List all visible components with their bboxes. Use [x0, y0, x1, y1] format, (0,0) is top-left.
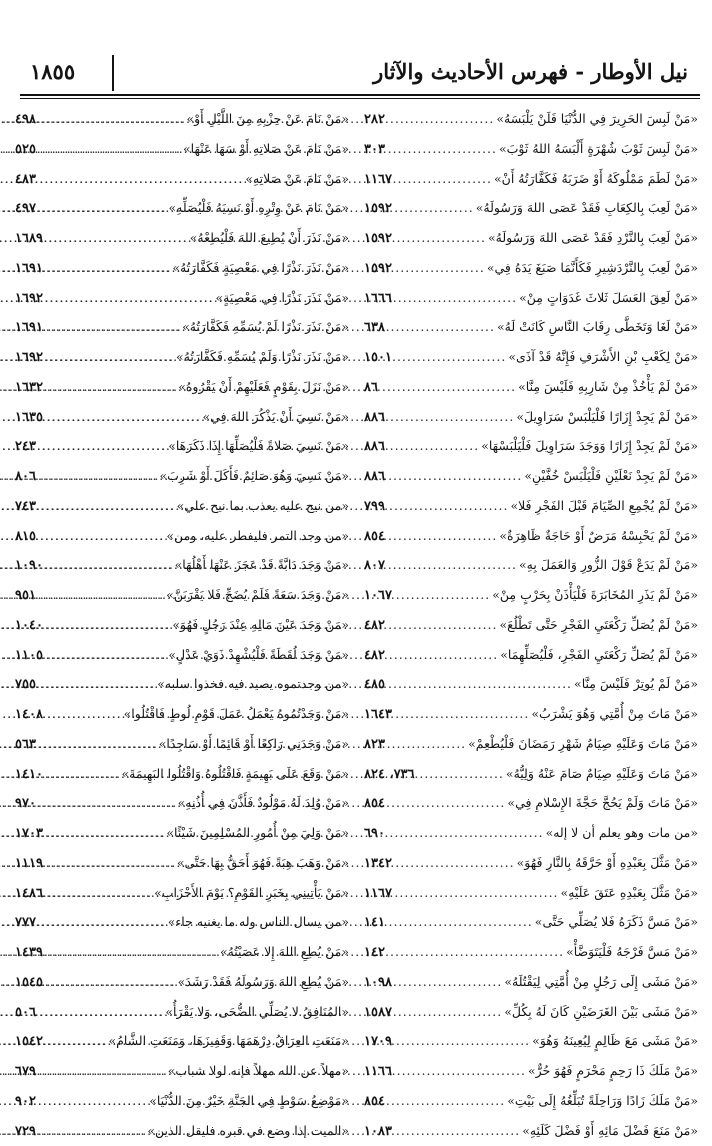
hadith-incipit: «مَنْ لَمْ يَحْبِسْهُ مَرَضٌ أَوْ حَاجَةٌ ظَاهِرَةٌ»: [499, 521, 698, 551]
dot-leader: [38, 193, 167, 223]
hadith-incipit: «مَنْ نَامَ عَنْ صَلاتِهِ»: [245, 164, 349, 194]
page-reference: ١٤٣٩: [15, 938, 43, 968]
page-reference: ١٤٢: [364, 938, 385, 968]
page-reference: ٤٨٢: [364, 611, 385, 641]
index-entry: [364, 729, 698, 759]
page-reference: ١٧٠٩: [364, 1027, 392, 1057]
index-entry: [364, 1056, 698, 1086]
dot-leader: [38, 431, 166, 461]
page-reference: ٣٠٣: [364, 135, 385, 165]
hadith-incipit: «مَنْ وُلِدَ لَهُ مَوْلُودٌ فَأَذَّنَ فِي أُذُنِهِ»: [178, 788, 349, 818]
index-entry: [364, 1116, 698, 1146]
dot-leader: [38, 669, 155, 699]
page-reference: ١٠٤٠: [15, 611, 43, 641]
hadith-incipit: «مَنْ لَمْ يَجِدْ نَعْلَيْنِ فَلْيَلْبَسْ خُفَّيْنِ»: [524, 461, 698, 491]
running-title: نيل الأوطار - فهرس الأحاديث والآثار: [373, 59, 688, 84]
dot-leader: [38, 997, 163, 1027]
hadith-incipit: «مَنْ لَعِبَ بِالنَّرْدِ فَقَدْ عَصَى اللهَ وَرَسُولَهُ»: [488, 223, 698, 253]
page-reference: ١٤٠٨: [15, 700, 43, 730]
page-reference: ١١١٩: [15, 849, 43, 879]
dot-leader: [394, 223, 486, 253]
hadith-incipit: «مَنْ يَأْتِينِي بِخَبَرِ القَوْمِ؟ يَوْمَ الأَحْزَابِ»: [154, 878, 349, 908]
index-entry: [15, 461, 349, 491]
hadith-incipit: «من يسال الناس وله ما يغنيه جاء»: [168, 907, 349, 937]
page-reference: ٢٤٣: [15, 432, 36, 462]
page-reference: ٩٧٠: [15, 789, 36, 819]
hadith-incipit: «مَنْ مَاتَ وَعَلَيْهِ صِيَامٌ صَامَ عَنْهُ وَلِيُّهُ»: [506, 759, 698, 789]
page-reference: ٥٢٥: [15, 135, 36, 165]
page-reference: ٨٦: [364, 373, 378, 403]
index-entry: [364, 164, 698, 194]
page-reference: ١٣٤٢: [364, 849, 392, 879]
index-entry: [364, 550, 698, 580]
page-reference: ١٥٩٢: [364, 194, 392, 224]
hadith-incipit: «مَنْ لَعِبَ بِالكِعَابِ فَقَدْ عَصَى اللهَ وَرَسُولَهُ»: [476, 193, 698, 223]
dot-leader: [45, 759, 120, 789]
dot-leader: [387, 729, 466, 759]
dot-leader: [394, 193, 474, 223]
hadith-incipit: «من مات وهو يعلم أن لا إله»: [546, 818, 698, 848]
hadith-incipit: «مَنْ وَلِيَ مِنْ أُمُورِ المُسْلِمِينَ شَيْئًا»: [166, 818, 349, 848]
page-reference: ١٦٣٥: [15, 403, 43, 433]
index-entry: [364, 283, 698, 313]
page-reference: ١٦٦٦: [364, 284, 392, 314]
index-entry: [364, 967, 698, 997]
hadith-incipit: «مَنْ نَذَرَ نَذْرًا فِي مَعْصِيَةٍ»: [216, 283, 349, 313]
page-reference: ٥٦٣: [15, 730, 36, 760]
dot-leader: [394, 997, 502, 1027]
index-entry: [15, 253, 349, 283]
dot-leader: [38, 134, 181, 164]
dot-leader: [45, 610, 170, 640]
dot-leader: [394, 164, 492, 194]
hadith-incipit: «من وجدتموه يصيد فيه فخذوا سلبه»: [157, 669, 349, 699]
hadith-incipit: «مَنْ وَجَدَ عَيْنَ مَالِهِ عِنْدَ رَجُلٍ فَهُوَ»: [172, 610, 349, 640]
hadith-incipit: «الميت إذا وضع في قبره فليقل الذين»: [147, 1116, 349, 1146]
page-reference: ١٠٦٧: [364, 581, 392, 611]
index-entry: [15, 907, 349, 937]
hadith-incipit: «مَنْ لَمْ يُوتِرْ فَلَيْسَ مِنَّا»: [574, 669, 698, 699]
page-reference: ٧٢٩: [15, 1117, 36, 1146]
hadith-incipit: «المُنَافِقُ لا يُصَلِّي الضُّحَى، وَلا يَقْرَأُ»: [165, 997, 349, 1027]
dot-leader: [387, 907, 533, 937]
index-entry: [15, 818, 349, 848]
dot-leader: [38, 729, 157, 759]
page-reference: ١١٦٧: [364, 165, 392, 195]
hadith-incipit: «مَنْ مَثَّلَ بِعَبْدِهِ عَتَقَ عَلَيْهِ»: [561, 878, 698, 908]
hadith-incipit: «مَنْ لَمْ يَدَعْ قَوْلَ الزُّورِ وَالعَمَلَ بِهِ»: [519, 550, 698, 580]
index-entry: [15, 312, 349, 342]
dot-leader: [394, 1056, 526, 1086]
hadith-incipit: «مَنْ نَامَ عَنْ وِتْرِهِ أَوْ نَسِيَهُ فَلْيُصَلِّهِ»: [169, 193, 350, 223]
hadith-incipit: «مَنْ مَشَى مَعَ ظَالِمٍ لِيُعِينَهُ وَهُوَ»: [532, 1026, 698, 1056]
hadith-incipit: «مَنْ لَمْ يَأْخُذْ مِنْ شَارِبِهِ فَلَيْسَ مِنَّا»: [518, 372, 698, 402]
index-entry: [15, 283, 349, 313]
dot-leader: [45, 848, 175, 878]
dot-leader: [387, 312, 495, 342]
hadith-incipit: «مَنْ مَسَّ فَرْجَهُ فَلْيَتَوَضَّأْ»: [566, 937, 698, 967]
page-reference: ١٤٨٦: [15, 879, 43, 909]
hadith-incipit: «مَنْ وَجَدَ سَعَةً فَلَمْ يُضَحِّ فَلا يَقْرَبَنَّ»: [166, 580, 349, 610]
dot-leader: [38, 491, 175, 521]
page-reference: ٨٥٤: [364, 1087, 385, 1117]
dot-leader: [38, 164, 243, 194]
page-reference: ٦٣٨: [364, 313, 385, 343]
hadith-incipit: «مَنْ وَقَعَ عَلَى بَهِيمَةٍ فَاقْتُلُوهُ وَاقْتُلُوا البَهِيمَةَ»: [122, 759, 349, 789]
index-entry: [364, 640, 698, 670]
dot-leader: [38, 788, 176, 818]
page-reference: ٨١٥: [15, 522, 36, 552]
dot-leader: [387, 937, 564, 967]
hadith-incipit: «مَنْ لَغَا وَتَخَطَّى رِقَابَ النَّاسِ كَانَتْ لَهُ»: [497, 312, 698, 342]
index-entry: [364, 104, 698, 134]
page-reference: ٩٥١: [15, 581, 36, 611]
page-reference: ١٥٠١: [364, 343, 392, 373]
index-entry: [364, 937, 698, 967]
page-reference: ٨٠٦: [15, 462, 36, 492]
dot-leader: [45, 253, 170, 283]
dot-leader: [394, 253, 485, 283]
dot-leader: [38, 1086, 147, 1116]
page-header: [20, 51, 700, 95]
index-entry: [15, 937, 349, 967]
dot-leader: [387, 610, 498, 640]
page-reference: ٨٢٣: [364, 730, 385, 760]
page-reference: ١٠٨٣: [364, 1117, 392, 1146]
dot-leader: [387, 640, 498, 670]
hadith-incipit: «من وجد التمر فليفطر عليه، ومن»: [166, 521, 349, 551]
index-entry: [15, 669, 349, 699]
hadith-incipit: «مَنْ مَسَّ ذَكَرَهُ فَلا يُصَلِّي حَتَّى»: [535, 907, 698, 937]
index-entry: [364, 788, 698, 818]
index-entry: [15, 640, 349, 670]
dot-leader: [394, 878, 559, 908]
index-entry: [364, 134, 698, 164]
dot-leader: [45, 699, 122, 729]
hadith-incipit: «مَنْ نَذَرَ نَذْرًا وَلَمْ يُسَمِّهِ فَكَفَّارَتُهُ»: [176, 342, 349, 372]
index-entry: [15, 164, 349, 194]
index-entry: [15, 1026, 349, 1056]
page-reference: ٤٨٢: [364, 641, 385, 671]
page-reference: ٦٧٩: [15, 1057, 36, 1087]
page-reference: ٧٤٣: [15, 492, 36, 522]
page-reference: ٤٨٣: [15, 165, 36, 195]
hadith-incipit: «مَنْ نَسِيَ أَنْ يَذْكُرَ اللهَ فِي»: [203, 402, 349, 432]
page-reference: ٨٨٦: [364, 403, 385, 433]
index-entry: [364, 997, 698, 1027]
hadith-incipit: «مَنْ نَذَرَ نَذْرًا فِي مَعْصِيَةٍ فَكَفَّارَتُهُ»: [172, 253, 349, 283]
index-entry: [15, 550, 349, 580]
hadith-incipit: «مَنْ نَسِيَ صَلاةً فَلْيُصَلِّهَا إِذَا ذَكَرَهَا»: [168, 431, 349, 461]
hadith-incipit: «مَنْ نَذَرَ أَنْ يُطِيعَ اللهَ فَلْيُطِعْهُ»: [190, 223, 349, 253]
page-reference: ٤٨٥: [364, 670, 385, 700]
index-entry: [364, 818, 698, 848]
page-reference: ١٤١٠: [15, 760, 43, 790]
hadith-incipit: «مَنْ مَلَكَ زَادًا وَرَاحِلَةً تُبَلِّغُهُ إِلَى بَيْتِ»: [507, 1086, 698, 1116]
dot-leader: [45, 283, 214, 313]
index-entry: [364, 699, 698, 729]
page-number: ١٨٥٥: [30, 59, 75, 84]
dot-leader: [45, 1026, 107, 1056]
hadith-incipit: «مَنْ وَجَدْتُمُوهُ يَعْمَلُ عَمَلَ قَوْمِ لُوطٍ فَاقْتُلُوا»: [124, 699, 349, 729]
page-reference: ١٥٨٧: [364, 998, 392, 1028]
index-entry: [15, 1056, 349, 1086]
index-entry: [15, 134, 349, 164]
index-entry: [364, 461, 698, 491]
hadith-incipit: «مَنْ مَاتَ وَعَلَيْهِ صِيَامُ شَهْرِ رَمَضَانَ فَلْيُطْعِمْ»: [468, 729, 698, 759]
hadith-incipit: «مَنْ مَاتَ مِنْ أُمَّتِي وَهُوَ يَشْرَبُ»: [531, 699, 698, 729]
page-reference: ٧٧٧: [15, 908, 36, 938]
index-entry: [364, 907, 698, 937]
page-reference: ٢٨٢: [364, 105, 385, 135]
page-reference: ٨٨٦: [364, 462, 385, 492]
page-reference: ١٦٩١: [15, 313, 43, 343]
index-entry: [364, 312, 698, 342]
hadith-incipit: «مَنْ يُطِعِ اللهَ وَرَسُولَهُ فَقَدْ رَشَدَ»: [178, 967, 349, 997]
hadith-incipit: «مَنْ مَثَّلَ بِعَبْدِهِ أَوْ حَرَّقَهُ بِالنَّارِ فَهُوَ»: [517, 848, 698, 878]
dot-leader: [387, 521, 497, 551]
dot-leader: [387, 669, 572, 699]
page-reference: ١٦٩٢: [15, 284, 43, 314]
dot-leader: [45, 342, 174, 372]
dot-leader: [38, 580, 164, 610]
index-entry: [364, 669, 698, 699]
hadith-incipit: «مَنْ نَزَلَ بِقَوْمٍ فَعَلَيْهِمْ أَنْ يَقْرُوهُ»: [178, 372, 349, 402]
page-reference: ١٠٩٨: [364, 968, 392, 998]
hadith-incipit: «مَنْ نَامَ عَنْ صَلاتِهِ أَوْ سَهَا عَنْهَا»: [183, 134, 349, 164]
dot-leader: [38, 1056, 166, 1086]
page-reference: ١٧٠٣: [15, 819, 43, 849]
dot-leader: [417, 759, 504, 789]
hadith-incipit: «مَنْ مَلَكَ ذَا رَحِمٍ مَحْرَمٍ فَهُوَ حُرٌّ»: [528, 1056, 698, 1086]
header-rule-thick: [20, 94, 700, 96]
dot-leader: [387, 104, 494, 134]
hadith-incipit: «مَنْ لَمْ يُصَلِّ رَكْعَتَيِ الفَجْرِ، فَلْيُصَلِّهِمَا»: [500, 640, 698, 670]
page-reference: ٥٠٦: [15, 998, 36, 1028]
dot-leader: [394, 967, 502, 997]
page-reference: ٧٣٦، ٨٢٤: [364, 760, 415, 790]
hadith-incipit: «مَنْ مَنَعَ فَضْلَ مَائِهِ أَوْ فَضْلَ كَلَئِهِ»: [522, 1116, 698, 1146]
page-reference: ١٤١: [364, 908, 385, 938]
page-reference: ١٦٤٣: [364, 700, 392, 730]
index-entry: [15, 372, 349, 402]
index-entry: [364, 878, 698, 908]
dot-leader: [38, 461, 157, 491]
index-entry: [364, 342, 698, 372]
dot-leader: [38, 104, 185, 134]
hadith-incipit: «مَنْ وَهَبَ هِبَةً فَهُوَ أَحَقُّ بِهَا حَتَّى»: [177, 848, 349, 878]
index-column-left: [15, 104, 349, 1145]
page-reference: ١٥٤٢: [15, 1027, 43, 1057]
dot-leader: [45, 550, 173, 580]
dot-leader: [45, 878, 152, 908]
page-reference: ١٠٩٠: [15, 551, 43, 581]
index-entry: [364, 491, 698, 521]
index-entry: [15, 1086, 349, 1116]
index-entry: [15, 967, 349, 997]
page-reference: ٧٥٥: [15, 670, 36, 700]
page-reference: ٨٨٦: [364, 432, 385, 462]
dot-leader: [387, 461, 522, 491]
index-entry: [15, 193, 349, 223]
index-entry: [15, 759, 349, 789]
dot-leader: [387, 788, 505, 818]
hadith-incipit: «مَنْ لَمْ يَجِدْ إِزَارًا فَلْيَلْبَسْ سَرَاوِيلَ»: [516, 402, 698, 432]
dot-leader: [394, 848, 515, 878]
index-entry: [364, 848, 698, 878]
dot-leader: [45, 937, 218, 967]
dot-leader: [45, 967, 176, 997]
dot-leader: [45, 818, 164, 848]
hadith-incipit: «مَنْ لَعِبَ بِالنَّرْدَشِيرِ فَكَأَنَّمَا صَبَغَ يَدَهُ فِي»: [487, 253, 698, 283]
hadith-incipit: «من نيح عليه يعذب بما نيح علي»: [177, 491, 349, 521]
hadith-incipit: «مَنْ نَسِيَ وَهُوَ صَائِمٌ فَأَكَلَ أَوْ شَرِبَ»: [159, 461, 349, 491]
page-reference: ١١٦٦: [364, 1057, 392, 1087]
header-rule-thin: [20, 98, 700, 99]
dot-leader: [380, 372, 516, 402]
dot-leader: [387, 431, 479, 461]
index-entry: [15, 580, 349, 610]
index-entry: [15, 342, 349, 372]
hadith-incipit: «مَنْ لَمْ يُصَلِّ رَكْعَتَيِ الفَجْرِ حَتَّى تَطْلُعَ»: [500, 610, 698, 640]
dot-leader: [38, 521, 164, 551]
index-entry: [15, 729, 349, 759]
page-reference: ٨٥٤: [364, 522, 385, 552]
index-entry: [15, 431, 349, 461]
index-entry: [364, 402, 698, 432]
dot-leader: [387, 134, 497, 164]
index-entry: [364, 610, 698, 640]
page-reference: ٩٠٢: [15, 1087, 36, 1117]
index-entry: [15, 104, 349, 134]
hadith-incipit: «مَنْ مَاتَ وَلَمْ يَحُجَّ حَجَّةَ الإِسْلامِ فِي»: [507, 788, 698, 818]
index-entry: [15, 402, 349, 432]
index-entry: [364, 372, 698, 402]
hadith-incipit: «مَنْ نَذَرَ نَذْرًا لَمْ يُسَمِّهِ فَكَفَّارَتُهُ»: [182, 312, 349, 342]
index-entry: [15, 223, 349, 253]
page-reference: ١٦٨٩: [15, 224, 43, 254]
page-reference: ٤٩٨: [15, 105, 36, 135]
page-reference: ٧٩٩: [364, 492, 385, 522]
header-divider: [112, 55, 114, 91]
dot-leader: [45, 640, 166, 670]
index-entry: [15, 491, 349, 521]
hadith-incipit: «مهلاً عن الله مهلاً فإنه لولا شباب»: [168, 1056, 349, 1086]
dot-leader: [387, 402, 514, 432]
hadith-incipit: «مَنْ مَشَى إِلَى رَجُلٍ مِنْ أُمَّتِي لِيَقْتُلَهُ»: [504, 967, 698, 997]
dot-leader: [387, 550, 517, 580]
hadith-incipit: «مَنَعَتِ العِرَاقُ دِرْهَمَهَا وَقَفِيزَهَا، وَمَنَعَتِ الشَّامُ»: [108, 1026, 349, 1056]
dot-leader: [38, 907, 166, 937]
hadith-incipit: «مَنْ وَجَدَ لُقَطَةً فَلْيُشْهِدْ ذَوَيْ عَدْلٍ»: [168, 640, 349, 670]
index-entry: [15, 610, 349, 640]
dot-leader: [45, 312, 180, 342]
page-reference: ٨٥٤: [364, 789, 385, 819]
index-entry: [364, 253, 698, 283]
index-entry: [15, 1116, 349, 1146]
index-column-right: [364, 104, 698, 1145]
index-entry: [364, 431, 698, 461]
index-entry: [364, 1026, 698, 1056]
page-reference: ١٦٩٢: [15, 343, 43, 373]
index-entry: [15, 997, 349, 1027]
dot-leader: [394, 1116, 520, 1146]
hadith-incipit: «مَنْ لَمْ يَجِدْ إِزَارًا وَوَجَدَ سَرَاوِيلَ فَلْيَلْبَسْهَا»: [481, 431, 698, 461]
page-reference: ١٥٩٢: [364, 254, 392, 284]
hadith-incipit: «مَنْ نَامَ عَنْ حِزْبِهِ مِنَ اللَّيْلِ أَوْ»: [186, 104, 349, 134]
hadith-incipit: «مَنْ لَمْ يُجْمِعِ الصِّيَامَ قَبْلَ الفَجْرِ فَلا»: [510, 491, 698, 521]
page-reference: ١٥٤٥: [15, 968, 43, 998]
index-entry: [364, 1086, 698, 1116]
dot-leader: [45, 402, 201, 432]
hadith-incipit: «مَنْ مَشَى بَيْنَ الغَرَضَيْنِ كَانَ لَهُ بِكُلِّ»: [504, 997, 698, 1027]
index-entry: [15, 878, 349, 908]
dot-leader: [45, 372, 176, 402]
index-entry: [15, 788, 349, 818]
page-reference: ١٦٩١: [15, 254, 43, 284]
page-reference: ٨٠٧: [364, 551, 385, 581]
dot-leader: [394, 283, 517, 313]
hadith-incipit: «مَنْ لَمْ يَذَرِ المُخَابَرَةَ فَلْيَأْذَنْ بِحَرْبٍ مِنْ»: [492, 580, 698, 610]
index-entry: [15, 848, 349, 878]
dot-leader: [38, 1116, 145, 1146]
page-reference: ١١٠٥: [15, 641, 43, 671]
dot-leader: [394, 1026, 530, 1056]
page-reference: ١١٦٧: [364, 879, 392, 909]
dot-leader: [394, 699, 529, 729]
hadith-incipit: «مَنْ وَجَدَ دَابَّةً قَدْ عَجَزَ عَنْهَا أَهْلُهَا»: [175, 550, 349, 580]
dot-leader: [387, 491, 508, 521]
page-reference: ٤٩٧: [15, 194, 36, 224]
index-entry: [364, 759, 698, 789]
dot-leader: [387, 818, 544, 848]
index-entry: [364, 521, 698, 551]
dot-leader: [394, 342, 506, 372]
hadith-incipit: «مَوْضِعُ سَوْطٍ فِي الجَنَّةِ خَيْرٌ مِنَ الدُّنْيَا»: [149, 1086, 349, 1116]
hadith-incipit: «مَنْ وَجَدَنِي رَاكِعًا أَوْ قَائِمًا أَوْ سَاجِدًا»: [159, 729, 349, 759]
page-reference: ١٦٣٢: [15, 373, 43, 403]
index-entry: [15, 521, 349, 551]
index-entry: [15, 699, 349, 729]
index-entry: [364, 193, 698, 223]
dot-leader: [45, 223, 188, 253]
dot-leader: [387, 1086, 505, 1116]
page-reference: ٦٩٠: [364, 819, 385, 849]
hadith-incipit: «مَنْ لَعِقَ العَسَلَ ثَلاثَ غَدَوَاتٍ مِنْ»: [519, 283, 698, 313]
hadith-incipit: «مَنْ لَطَمَ مَمْلُوكَهُ أَوْ ضَرَبَهُ فَكَفَّارَتُهُ أَنْ»: [494, 164, 698, 194]
dot-leader: [394, 580, 490, 610]
index-entry: [364, 580, 698, 610]
hadith-incipit: «مَنْ لِكَعْبِ بْنِ الأَشْرَفِ فَإِنَّهُ قَدْ آذَى»: [508, 342, 698, 372]
index-entry: [364, 223, 698, 253]
hadith-incipit: «مَنْ يُطِعِ اللهَ إِلا عَصَيْتُهُ»: [220, 937, 349, 967]
hadith-incipit: «مَنْ لَبِسَ ثَوْبَ شُهْرَةٍ أَلْبَسَهُ اللهُ ثَوْبَ»: [499, 134, 698, 164]
hadith-incipit: «مَنْ لَبِسَ الحَرِيرَ فِي الدُّنْيَا فَلَنْ يَلْبَسَهُ»: [496, 104, 698, 134]
page-reference: ١٥٩٢: [364, 224, 392, 254]
